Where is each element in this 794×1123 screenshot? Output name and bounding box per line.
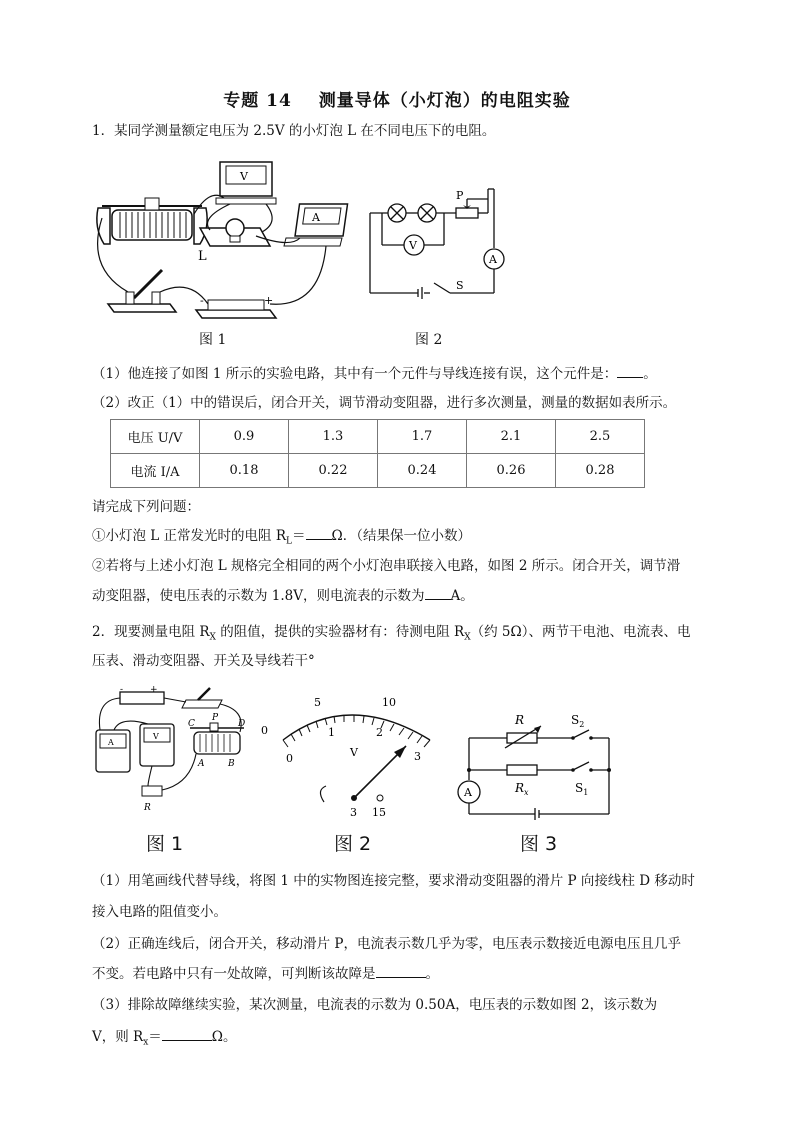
q2-fig3-schematic: [455, 708, 625, 820]
q2-fig3-label-Rx: $R_x$: [515, 781, 529, 797]
page-title: [0, 86, 794, 111]
meter-upper-tick: 10: [382, 696, 396, 709]
q2-sub3-line1: （3）排除故障继续实验，某次测量，电流表的示数为 0.50A，电压表的示数如图 2，该示数为: [92, 997, 658, 1013]
table-cell: 2.1: [467, 420, 556, 454]
q1-item2-line1: ②若将与上述小灯泡 L 规格完全相同的两个小灯泡串联接入电路，如图 2 所示。闭合开关，调节滑: [92, 558, 681, 574]
table-cell: 0.9: [200, 420, 289, 454]
table-cell: 1.3: [289, 420, 378, 454]
table-cell: 2.5: [556, 420, 645, 454]
q2-fig1-label-C: C: [188, 719, 195, 729]
q2-fig3-label-S1: $S_1$: [575, 781, 589, 797]
title-text: 测量导体（小灯泡）的电阻实验: [318, 91, 571, 111]
svg-text:A: A: [312, 211, 320, 224]
table-cell: 0.22: [289, 454, 378, 488]
q1-sub1: （1）他连接了如图 1 所示的实验电路，其中有一个元件与导线连接有误，这个元件是： 。: [92, 366, 657, 382]
answer-blank[interactable]: [306, 527, 332, 540]
q2-fig1-caption: 图 1: [146, 833, 184, 855]
svg-text:-: -: [200, 294, 204, 307]
q2-sub1-line2: 接入电路的阻值变小。: [92, 904, 227, 920]
q1-item1: ①小灯泡 L 正常发光时的电阻 $R_L= \Omega$．（结果保一位小数）: [92, 528, 471, 547]
q2-sub3-line2: V，则 $R_x= \Omega$。: [92, 1029, 237, 1048]
meter-terminal: 15: [372, 806, 386, 819]
meter-terminal: 3: [350, 806, 357, 819]
q1-sub2: （2）改正（1）中的错误后，闭合开关，调节滑动变阻器，进行多次测量，测量的数据如表所示。: [92, 395, 677, 411]
q1-fig1-apparatus: [90, 158, 350, 330]
q1-stem: 1．某同学测量额定电压为 2.5V 的小灯泡 L 在不同电压下的电阻。: [92, 123, 496, 139]
q2-fig3-label-R: R: [515, 713, 525, 727]
q1-data-table: [110, 419, 645, 488]
q1-fig2-label-P: P: [456, 189, 464, 202]
q1-fig2-schematic: [360, 185, 520, 305]
q2-fig3-label-A: A: [464, 786, 472, 799]
q1-item2-line2: 动变阻器，使电压表的示数为 1.8V，则电流表的示数为 A。: [92, 588, 474, 604]
q2-fig1-label-A: A: [198, 759, 205, 769]
q2-fig1-label-D: D: [238, 719, 246, 729]
meter-lower-tick: 1: [328, 726, 335, 739]
q2-fig1-apparatus: [90, 686, 250, 821]
q2-fig1-label-Rx: R: [144, 803, 151, 813]
answer-blank[interactable]: [425, 587, 451, 600]
table-cell: 0.26: [467, 454, 556, 488]
svg-text:+: +: [150, 686, 158, 695]
title-prefix: 专题 14: [223, 91, 292, 111]
svg-text:-: -: [120, 686, 124, 695]
q2-fig1-label-B: B: [228, 759, 235, 769]
meter-unit: V: [350, 746, 358, 759]
q1-fig1-label-L: L: [198, 249, 207, 264]
table-cell: 0.18: [200, 454, 289, 488]
q2-stem-line1: 2．现要测量电阻 $R_X$ 的阻值，提供的实验器材有：待测电阻 $R_X$（约 5Ω）、两节干电池、电流表、电: [92, 624, 691, 643]
answer-blank[interactable]: [162, 1028, 212, 1041]
q1-fig2-caption: 图 2: [415, 332, 443, 348]
row-label-voltage: 电压 U/V: [111, 420, 200, 454]
q2-stem-line2: 压表、滑动变阻器、开关及导线若干°: [92, 653, 315, 669]
svg-text:+: +: [264, 294, 274, 307]
answer-blank[interactable]: [376, 965, 426, 978]
svg-text:V: V: [153, 732, 159, 741]
q2-fig3-caption: 图 3: [520, 833, 558, 855]
meter-upper-tick: 5: [314, 696, 321, 709]
q1-prompt: 请完成下列问题：: [92, 499, 200, 515]
meter-lower-tick: 2: [376, 726, 383, 739]
table-cell: 0.28: [556, 454, 645, 488]
q2-fig3-label-S2: $S_2$: [571, 713, 585, 729]
q2-sub1-line1: （1）用笔画线代替导线，将图 1 中的实物图连接完整，要求滑动变阻器的滑片 P 向接线柱 D 移动时: [92, 873, 695, 889]
table-row: [111, 454, 645, 488]
table-cell: 1.7: [378, 420, 467, 454]
q1-fig2-label-A: A: [489, 253, 497, 266]
svg-text:V: V: [240, 170, 248, 183]
q2-sub2-line2: 不变。若电路中只有一处故障，可判断该故障是 。: [92, 966, 439, 982]
q2-fig2-caption: 图 2: [334, 833, 372, 855]
svg-text:A: A: [108, 738, 114, 747]
q2-sub2-line1: （2）正确连线后，闭合开关，移动滑片 P，电流表示数几乎为零，电压表示数接近电源电压且几乎: [92, 936, 681, 952]
meter-upper-zero: 0: [261, 724, 268, 737]
meter-lower-tick: 0: [286, 752, 293, 765]
q1-fig1-caption: 图 1: [199, 332, 227, 348]
row-label-current: 电流 I/A: [111, 454, 200, 488]
meter-lower-tick: 3: [414, 750, 421, 763]
q2-fig1-label-P: P: [212, 713, 219, 723]
q1-fig2-label-S: S: [456, 279, 464, 292]
q2-fig2-voltmeter: [258, 690, 448, 820]
answer-blank[interactable]: [617, 365, 643, 378]
q1-fig2-label-V: V: [409, 239, 417, 252]
table-cell: 0.24: [378, 454, 467, 488]
table-row: [111, 420, 645, 454]
